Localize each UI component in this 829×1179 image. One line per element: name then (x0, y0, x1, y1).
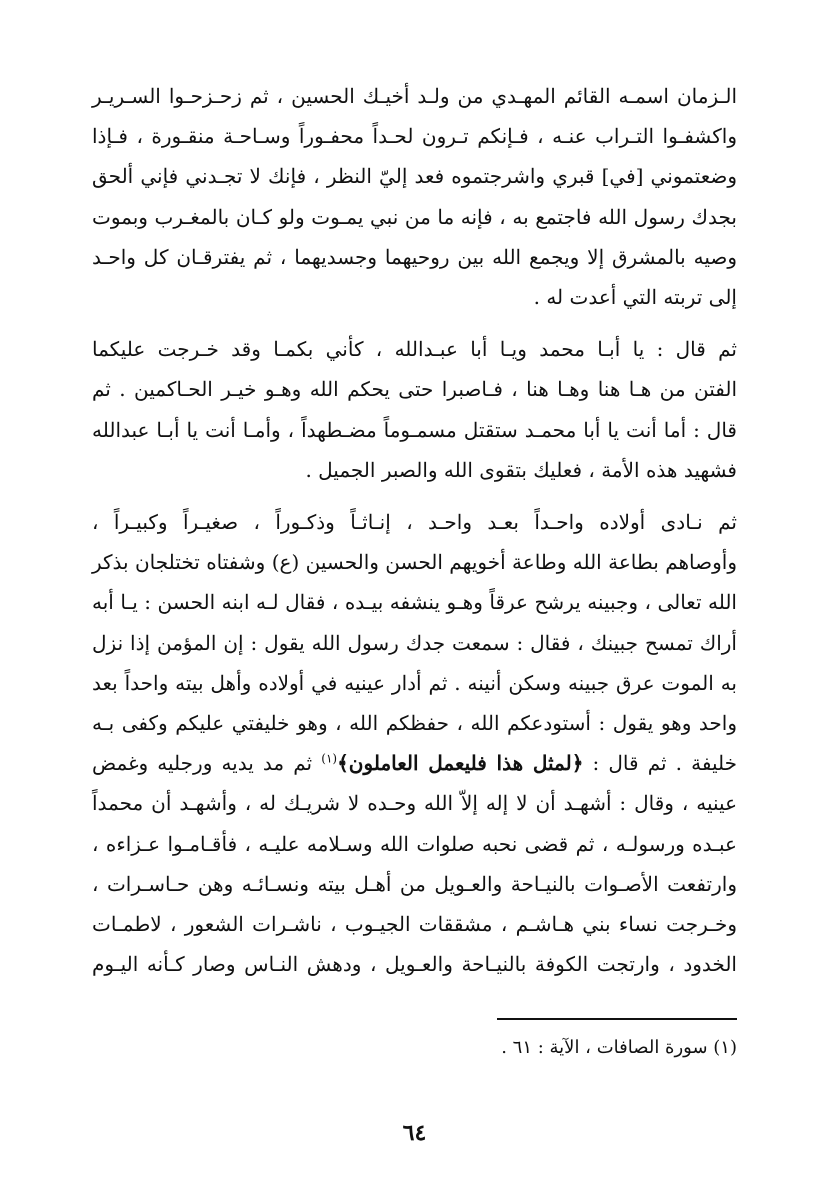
page-number: ٦٤ (402, 1120, 427, 1146)
text-line: واكشفـوا التـراب عنـه ، فـإنكم تـرون لحـداً محفـوراً وسـاحـة منقـورة ، فـإذا (92, 124, 737, 149)
page-body (92, 76, 737, 984)
text-line: واحد وهو يقول : أستودعكم الله ، حفظكم الله ، وهو خليفتي عليكم وكفى بـه (92, 711, 737, 736)
text-line: بجدك رسول الله فاجتمع به ، فإنه ما من نبي يمـوت ولو كـان بالمغـرب وبموت (92, 204, 737, 229)
quran-quote: ﴿لمثل هذا فليعمل العاملون﴾ (337, 751, 584, 776)
text-line: الفتن من هـا هنا وهـا هنا ، فـاصبرا حتى يحكم الله وهـو خيـر الحـاكمين . ثم (92, 377, 737, 402)
text-line: الخدود ، وارتجت الكوفة بالنيـاحة والعـويل ، ودهش النـاس وصار كـأنه اليـوم (92, 952, 737, 977)
footnote-marker: (١) (321, 751, 338, 766)
paragraph-1 (92, 76, 737, 317)
text-line: عينيه ، وقال : أشهـد أن لا إله إلاّ الله وحـده لا شريـك له ، وأشهـد أن محمداً (92, 791, 737, 816)
text-line: وضعتموني [في] قبري واشرجتموه فعد إليّ النظر ، فإنك لا تجـدني فإني ألحق (92, 164, 737, 189)
text-line: وخـرجت نساء بني هـاشـم ، مشققات الجيـوب ، ناشـرات الشعور ، لاطمـات (92, 912, 737, 937)
text-line: وصيه بالمشرق إلا ويجمع الله بين روحيهما وجسديهما ، ثم يفترقـان كل واحـد (92, 244, 737, 269)
text-line: إلى تربته التي أعدت له . (533, 285, 737, 310)
text-line: به الموت عرق جبينه وسكن أنينه . ثم أدار عينيه في أولاده وأهل بيته واحداً بعد (92, 670, 737, 695)
text-line: ثم قال : يا أبـا محمد ويـا أبا عبـدالله ، كأني بكمـا وقد خـرجت عليكما (92, 337, 737, 362)
footnote-divider (497, 1018, 737, 1020)
text-line: وارتفعت الأصـوات بالنيـاحة والعـويل من أهـل بيته ونسـائـه وهن حـاسـرات ، (92, 871, 737, 896)
text-line: الله تعالى ، وجبينه يرشح عرقاً وهـو ينشفه بيـده ، فقال لـه ابنه الحسن : يـا أبه (92, 590, 737, 615)
text-line: قال : أما أنت يا أبا محمـد ستقتل مسمـوماً مضـطهداً ، وأمـا أنت يا أبـا عبدالله (92, 417, 737, 442)
footnote: (١) سورة الصافات ، الآية : ٦١ . (501, 1037, 737, 1058)
text-line: عبـده ورسولـه ، ثم قضى نحبه صلوات الله وسـلامه عليـه ، فأقـامـوا عـزاءه ، (92, 831, 737, 856)
text-line: وأوصاهم بطاعة الله وطاعة أخويهم الحسن والحسين (ع) وشفتاه تختلجان بذكر (92, 550, 737, 575)
text-line: أراك تمسح جبينك ، فقال : سمعت جدك رسول الله يقول : إن المؤمن إذا نزل (92, 630, 737, 655)
quote-line-after: ثم مد يديه ورجليه وغمض (92, 751, 322, 776)
quote-line-before: خليفة . ثم قال : (583, 751, 738, 776)
quote-line (92, 743, 737, 783)
paragraph-2 (92, 329, 737, 490)
paragraph-3 (92, 502, 737, 984)
text-line: الـزمان اسمـه القائم المهـدي من ولـد أخيـك الحسين ، ثم زحـزحـوا السـريـر (92, 84, 737, 108)
text-line: ثم نـادى أولاده واحـداً بعـد واحـد ، إنـاثـاً وذكـوراً ، صغيـراً وكبيـراً ، (92, 510, 737, 535)
text-line: فشهيد هذه الأمة ، فعليك بتقوى الله والصبر الجميل . (305, 457, 737, 482)
